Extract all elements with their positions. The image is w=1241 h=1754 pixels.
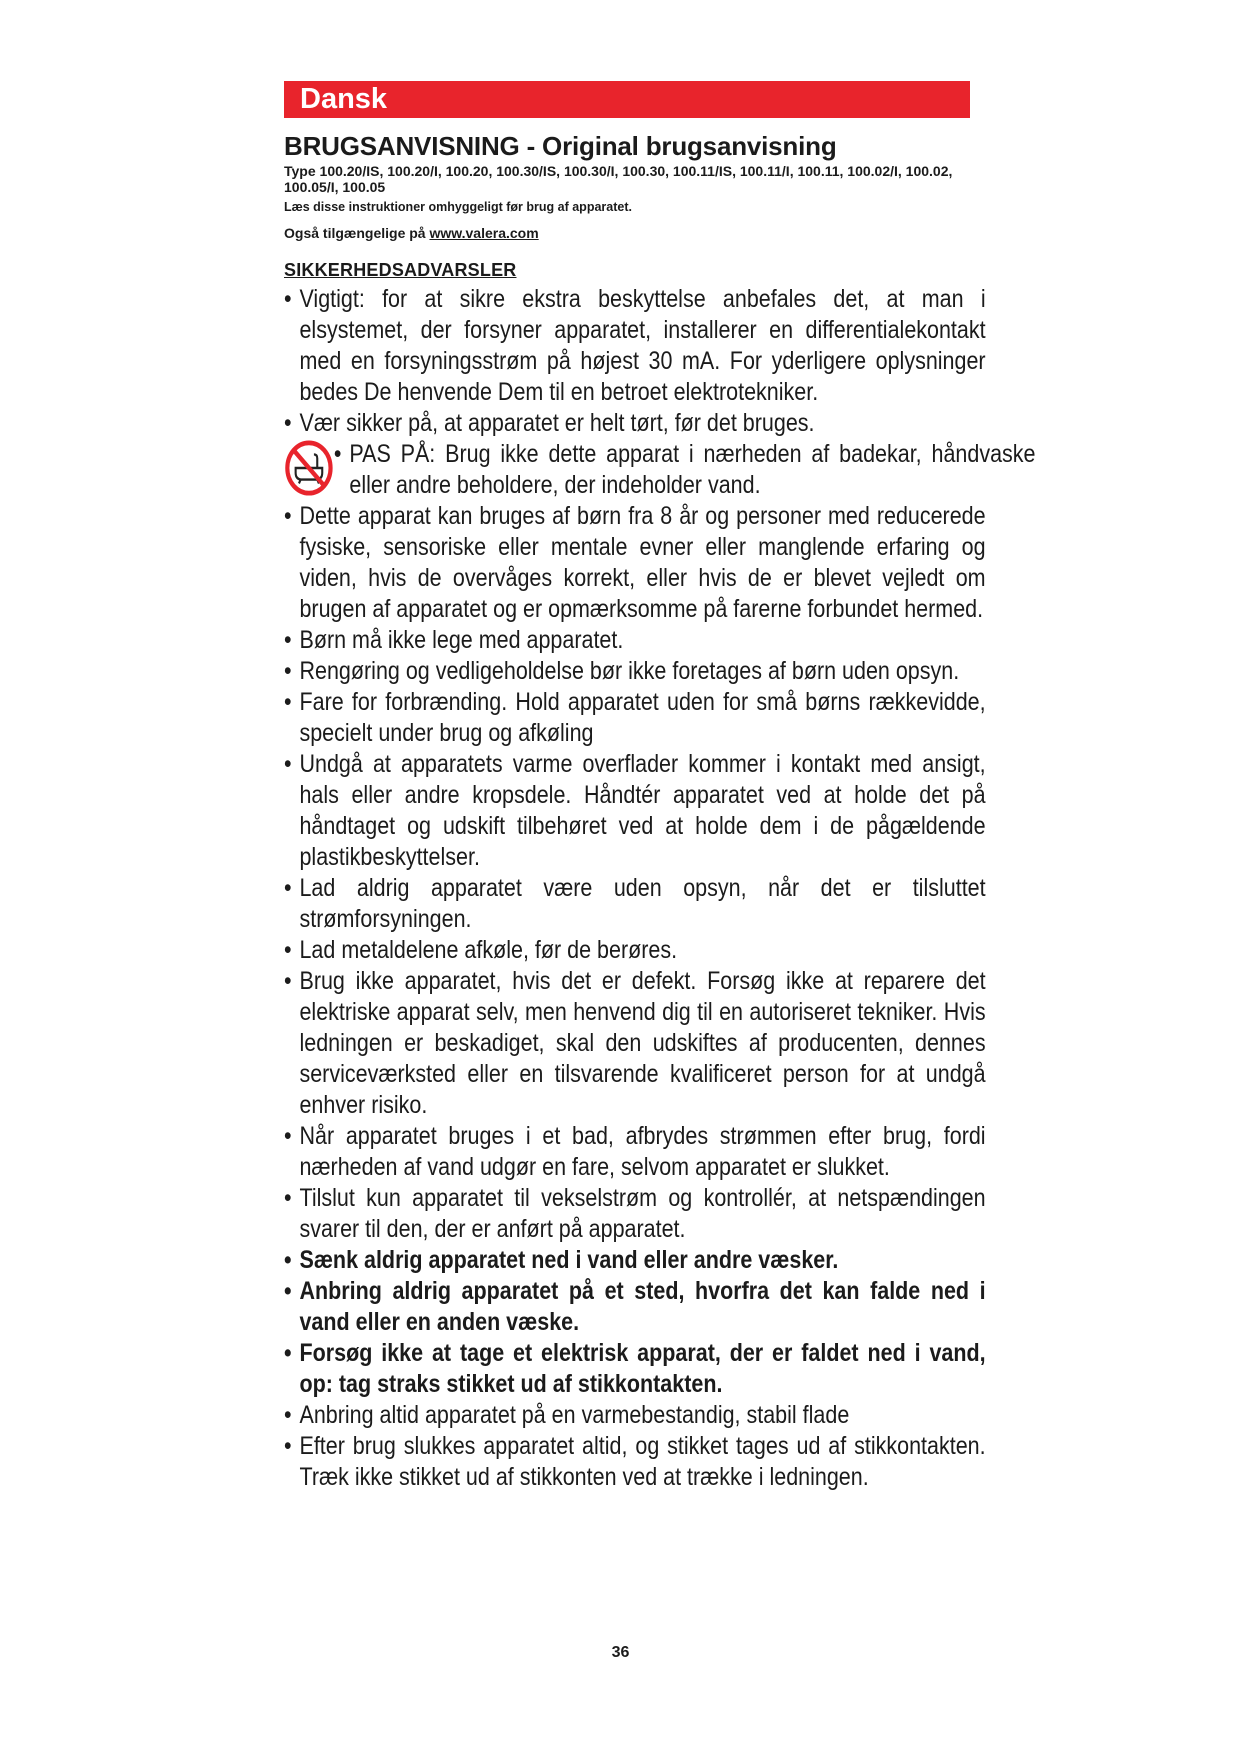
warning-item: • Undgå at apparatets varme overflader kommer i kontakt med ansigt, hals eller andre kropsdele. Håndtér apparatet ved at holde det på håndtaget og udskift tilbehøret ved at holde dem i de pågældende plastikbeskyttelser. [284, 749, 986, 873]
warning-item: • Tilslut kun apparatet til vekselstrøm og kontrollér, at netspændingen svarer til den, der er anført på apparatet. [284, 1183, 986, 1245]
language-label: Dansk [300, 83, 388, 115]
warning-text: PAS PÅ: Brug ikke dette apparat i nærheden af badekar, håndvaske eller andre beholdere, der indeholder vand. [349, 440, 1036, 499]
safety-warnings-list [284, 284, 1036, 1493]
also-available [284, 225, 970, 241]
warning-item: • Vær sikker på, at apparatet er helt tørt, før det bruges. [284, 408, 986, 439]
read-notice: Læs disse instruktioner omhyggeligt før brug af apparatet. [284, 200, 632, 214]
warning-item: • Vigtigt: for at sikre ekstra beskyttelse anbefales det, at man i elsystemet, der forsyner apparatet, installerer en differentialekontakt med en forsyningsstrøm på højest 30 mA. For yderligere oplysninger bedes De henvende Dem til en betroet elektrotekniker. [284, 284, 986, 408]
also-prefix: Også tilgængelige på [284, 225, 430, 241]
page-title: BRUGSANVISNING - Original brugsanvisning [284, 131, 837, 161]
warning-item-bold: • Anbring aldrig apparatet på et sted, hvorfra det kan falde ned i vand eller en anden væske. [284, 1276, 986, 1338]
warning-item: • Brug ikke apparatet, hvis det er defekt. Forsøg ikke at reparere det elektriske apparat selv, men henvend dig til en autoriseret tekniker. Hvis ledningen er beskadiget, skal den udskiftes af producenten, dennes serviceværksted eller en tilsvarende kvalificeret person for at undgå enhver risiko. [284, 966, 986, 1121]
warning-item: • Dette apparat kan bruges af børn fra 8 år og personer med reducerede fysiske, sensoriske eller mentale evner eller manglende erfaring og viden, hvis de overvåges korrekt, eller hvis de er blevet vejledt om brugen af apparatet og er opmærksomme på farerne forbundet hermed. [284, 501, 986, 625]
language-bar [284, 81, 970, 118]
warning-item: • Anbring altid apparatet på en varmebestandig, stabil flade [284, 1400, 986, 1431]
section-title: SIKKERHEDSADVARSLER [284, 260, 517, 280]
warning-item: • Når apparatet bruges i et bad, afbrydes strømmen efter brug, fordi nærheden af vand udgør en fare, selvom apparatet er slukket. [284, 1121, 986, 1183]
warning-item: • Lad metaldelene afkøle, før de berøres. [284, 935, 986, 966]
model-types: Type 100.20/IS, 100.20/I, 100.20, 100.30/IS, 100.30/I, 100.30, 100.11/IS, 100.11/I, 100.11, 100.02/I, 100.02, 100.05/I, 100.05 [284, 163, 953, 195]
warning-item: • Fare for forbrænding. Hold apparatet uden for små børns rækkevidde, specielt under brug og afkøling [284, 687, 986, 749]
manual-page [284, 81, 1036, 1493]
warning-item: • Efter brug slukkes apparatet altid, og stikket tages ud af stikkontakten. Træk ikke stikket ud af stikkonten ved at trække i ledningen. [284, 1431, 986, 1493]
warning-item-bold: • Sænk aldrig apparatet ned i vand eller andre væsker. [284, 1245, 986, 1276]
warning-item: • Børn må ikke lege med apparatet. [284, 625, 986, 656]
no-bathtub-icon [284, 439, 334, 497]
warning-item: • Rengøring og vedligeholdelse bør ikke foretages af børn uden opsyn. [284, 656, 986, 687]
warning-item-bath [284, 439, 1035, 501]
warning-item: • Lad aldrig apparatet være uden opsyn, når det er tilsluttet strømforsyningen. [284, 873, 986, 935]
page-number: 36 [611, 1644, 630, 1661]
warning-item-bold: • Forsøg ikke at tage et elektrisk apparat, der er faldet ned i vand, op: tag straks stikket ud af stikkontakten. [284, 1338, 986, 1400]
website-link[interactable]: www.valera.com [429, 225, 539, 241]
